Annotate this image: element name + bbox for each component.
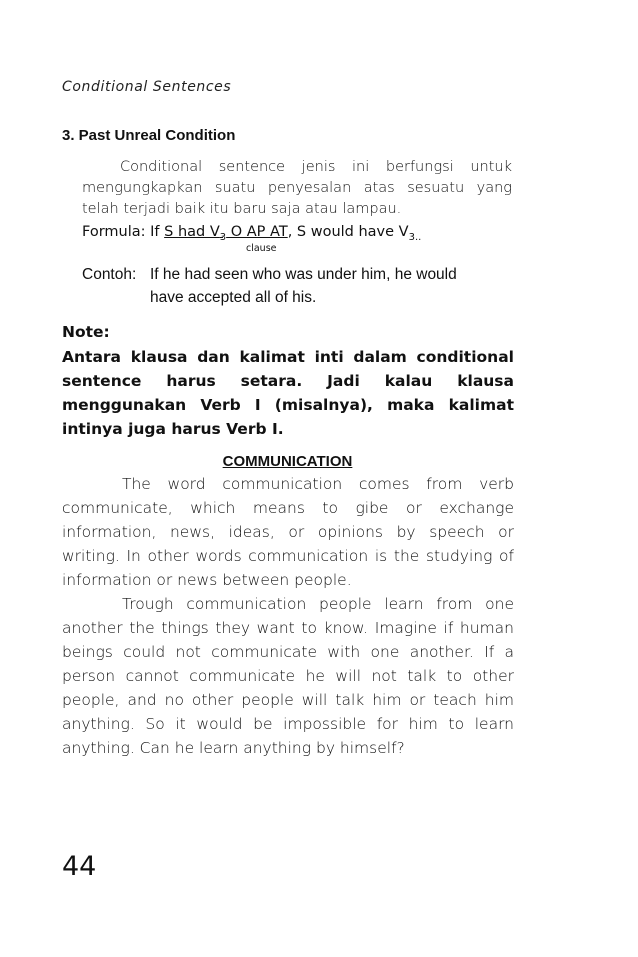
example-label: Contoh: [82, 266, 137, 283]
example-line-1: If he had seen who was under him, he would [150, 266, 457, 283]
example-block [82, 263, 522, 309]
formula-clause [164, 224, 288, 243]
formula-line [82, 224, 512, 243]
formula-main: , S would have V [287, 224, 409, 240]
communication-title: COMMUNICATION [222, 453, 353, 470]
intro-paragraph: Conditional sentence jenis ini berfungsi untuk mengungkapkan suatu penyesalan atas sesuatu yang telah terjadi baik itu baru saja atau lampau. [82, 159, 512, 217]
communication-paragraph-2: Trough communication people learn from one another the things they want to know. Imagine if human beings could not communicate with one another. If a person cannot communicate he will not talk to other people, and no other people will talk him or teach him anything. So it would be impossible for him to learn anything. Can he learn anything by himself? [62, 595, 514, 757]
formula-clause-sub: 3 [219, 231, 227, 243]
clause-caption: clause [246, 243, 277, 254]
section-title: 3. Past Unreal Condition [62, 127, 236, 144]
formula-main-sub: 3.. [408, 231, 422, 243]
communication-body [62, 472, 514, 760]
formula-clause-rest: O AP AT [226, 224, 288, 240]
formula-clause-text: S had V [164, 224, 220, 240]
communication-paragraph-1: The word communication comes from verb communicate, which means to gibe or exchange information, news, ideas, or opinions by speech or writing. In other words communication is the studying of information or news between people. [62, 475, 514, 589]
note-text: Antara klausa dan kalimat inti dalam conditional sentence harus setara. Jadi kalau klausa menggunakan Verb I (misalnya), maka kalimat intinya juga harus Verb I. [62, 348, 514, 438]
running-header: Conditional Sentences [62, 79, 232, 95]
formula-label: Formula: If [82, 224, 160, 240]
page-number: 44 [62, 851, 97, 882]
note-heading: Note: [62, 323, 110, 341]
example-line-2: have accepted all of his. [150, 289, 317, 306]
